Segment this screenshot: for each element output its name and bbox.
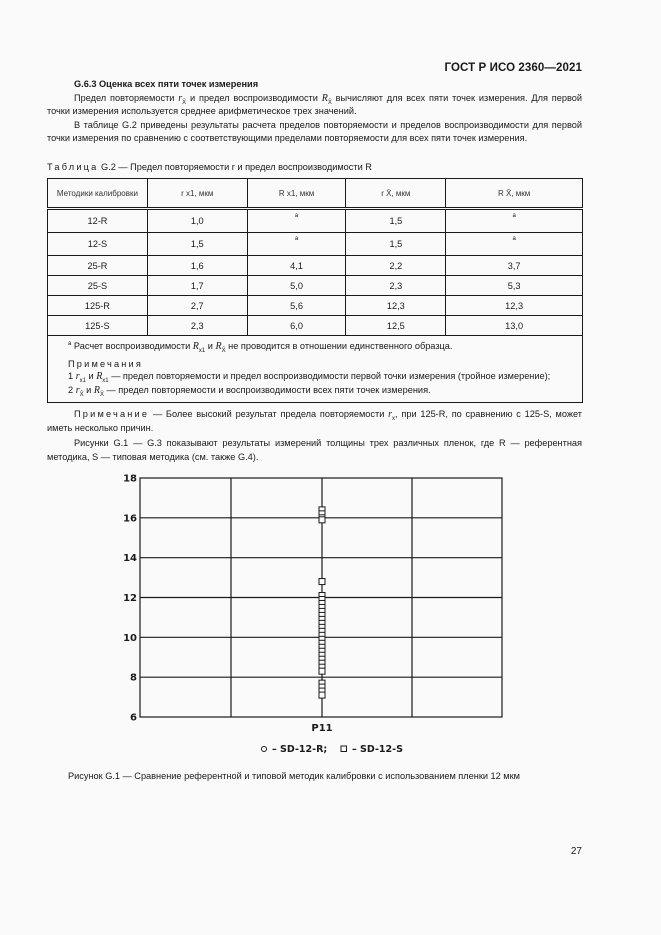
table-notes (48, 336, 583, 403)
cell: 12,5 (346, 316, 446, 336)
chart-svg (110, 470, 530, 770)
note-number: 1 (68, 371, 74, 381)
table-row (48, 256, 583, 276)
header-r-x1: r x1, мкм (147, 179, 247, 209)
cell: 1,6 (147, 256, 247, 276)
table-header-row (48, 179, 583, 209)
svg-text:18: 18 (123, 473, 137, 485)
table-caption (47, 162, 372, 172)
paragraph-2: В таблице G.2 приведены результаты расчета пределов повторяемости и пределов воспроизводимости для первой точки измерения по сравнению с соответствующими пределами повторяемости для всех пяти точек измерения. (47, 119, 582, 143)
standard-header: ГОСТ Р ИСО 2360—2021 (444, 62, 582, 74)
cell: 125-R (48, 296, 148, 316)
text: — предел повторяемости и предел воспроизводимости первой точки измерения (тройное измерение); (108, 371, 551, 381)
cell: 1,0 (147, 209, 247, 233)
x-category-label: P11 (311, 723, 333, 734)
table-row (48, 233, 583, 256)
table-row (48, 209, 583, 233)
cell: 1,5 (346, 209, 446, 233)
paragraph-1 (47, 92, 582, 119)
header-R-xbar: R X̄, мкм (446, 179, 583, 209)
svg-text:16: 16 (123, 513, 137, 525)
subscript: X̄ (182, 99, 187, 106)
text: Расчет воспроизводимости (71, 341, 193, 351)
cell-footnote: a (446, 209, 583, 233)
cell: 1,5 (147, 233, 247, 256)
cell: 5,0 (247, 276, 346, 296)
caption-text: G.2 — Предел повторяемости r и предел воспроизводимости R (101, 162, 372, 172)
cell-footnote: a (247, 209, 346, 233)
cell: 25-R (48, 256, 148, 276)
cell: 12,3 (446, 296, 583, 316)
svg-text:6: 6 (130, 712, 137, 724)
table-row (48, 296, 583, 316)
cell: 25-S (48, 276, 148, 296)
text: , при 125-R, по сравнению с 125-S, может иметь несколько причин. (47, 409, 583, 433)
square-marker-icon (341, 746, 347, 752)
cell: 12-R (48, 209, 148, 233)
cell-footnote: a (247, 233, 346, 256)
circle-marker-icon (262, 747, 267, 752)
svg-text:10: 10 (123, 632, 137, 644)
svg-text:8: 8 (130, 672, 137, 684)
text: и (83, 384, 94, 395)
table-footnote: $^a$ Расчет воспроизводимости $R_{x1}$ и $R_{X̄}$ не проводится в отношении единственного образца. (68, 340, 453, 354)
remark-label: Примечание (74, 409, 150, 419)
y-axis-ticks (123, 474, 137, 724)
cell: 5,6 (247, 296, 346, 316)
cell: 3,7 (446, 256, 583, 276)
text: и (85, 371, 97, 381)
page-number: 27 (570, 846, 582, 857)
footnote-mark: a (68, 340, 72, 347)
cell: 2,7 (147, 296, 247, 316)
note-1: 1 $r_{x1}$ и $R_{x1}$ — предел повторяемости и предел воспроизводимости первой точки измерения (тройное измерение); (68, 371, 551, 384)
text: и предел воспроизводимости (186, 92, 322, 103)
header-r-xbar: r X̄, мкм (346, 179, 446, 209)
cell: 12-S (48, 233, 148, 256)
cell: 2,3 (346, 276, 446, 296)
results-table (47, 178, 583, 403)
var-r: r (178, 92, 183, 104)
table-row (48, 276, 583, 296)
svg-text:12: 12 (123, 593, 137, 604)
scatter-chart (110, 470, 530, 770)
header-method: Методики калибровки (48, 179, 148, 209)
text: и (205, 341, 216, 351)
subscript: X̄ (327, 99, 332, 106)
table-notes-row (48, 336, 583, 403)
var-R: R (321, 92, 328, 104)
section-body (47, 78, 582, 146)
note-number: 2 (68, 384, 74, 395)
svg-text:14: 14 (123, 553, 137, 565)
cell: 2,2 (346, 256, 446, 276)
cell: 13,0 (446, 316, 583, 336)
text: не проводится в отношении единственного образца. (225, 341, 453, 351)
chart-legend (262, 744, 404, 755)
cell: 6,0 (247, 316, 346, 336)
cell: 2,3 (147, 316, 247, 336)
text: вычисляют для всех пяти точек измерения. Для первой точки измерения используется среднее арифметическое трех значений. (47, 92, 583, 116)
cell: 4,1 (247, 256, 346, 276)
table-row (48, 316, 583, 336)
text: — Более высокий результат предела повторяемости (149, 409, 389, 419)
notes-title: Примечания (68, 358, 144, 369)
note-2: 2 $r_{X̄}$ и $R_{X̄}$ — предел повторяемости и воспроизводимости всех пяти точек измерения. (68, 384, 431, 398)
cell: 1,5 (346, 233, 446, 256)
figures-intro: Рисунки G.1 — G.3 показывают результаты измерений толщины трех различных пленок, где R — референтная методика, S — типовая методика (см. также G.4). (47, 438, 582, 462)
cell: 12,3 (346, 296, 446, 316)
caption-label: Таблица (47, 162, 99, 172)
remark: Примечание — Более высокий результат предела повторяемости $r_x$, при 125-R, по сравнению с 125-S, может иметь несколько причин. (47, 409, 583, 433)
text: Предел повторяемости (74, 92, 179, 103)
cell: 125-S (48, 316, 148, 336)
legend-label-r: – SD-12-R; (272, 744, 328, 755)
cell: 5,3 (446, 276, 583, 296)
figure-caption: Рисунок G.1 — Сравнение референтной и типовой методик калибровки с использованием пленки 12 мкм (68, 771, 520, 781)
cell: 1,7 (147, 276, 247, 296)
cell-footnote: a (446, 233, 583, 256)
text: — предел повторяемости и воспроизводимости всех пяти точек измерения. (103, 384, 431, 395)
header-R-x1: R x1, мкм (247, 179, 346, 209)
legend-label-s: – SD-12-S (352, 744, 403, 755)
section-title: G.6.3 Оценка всех пяти точек измерения (74, 79, 259, 89)
